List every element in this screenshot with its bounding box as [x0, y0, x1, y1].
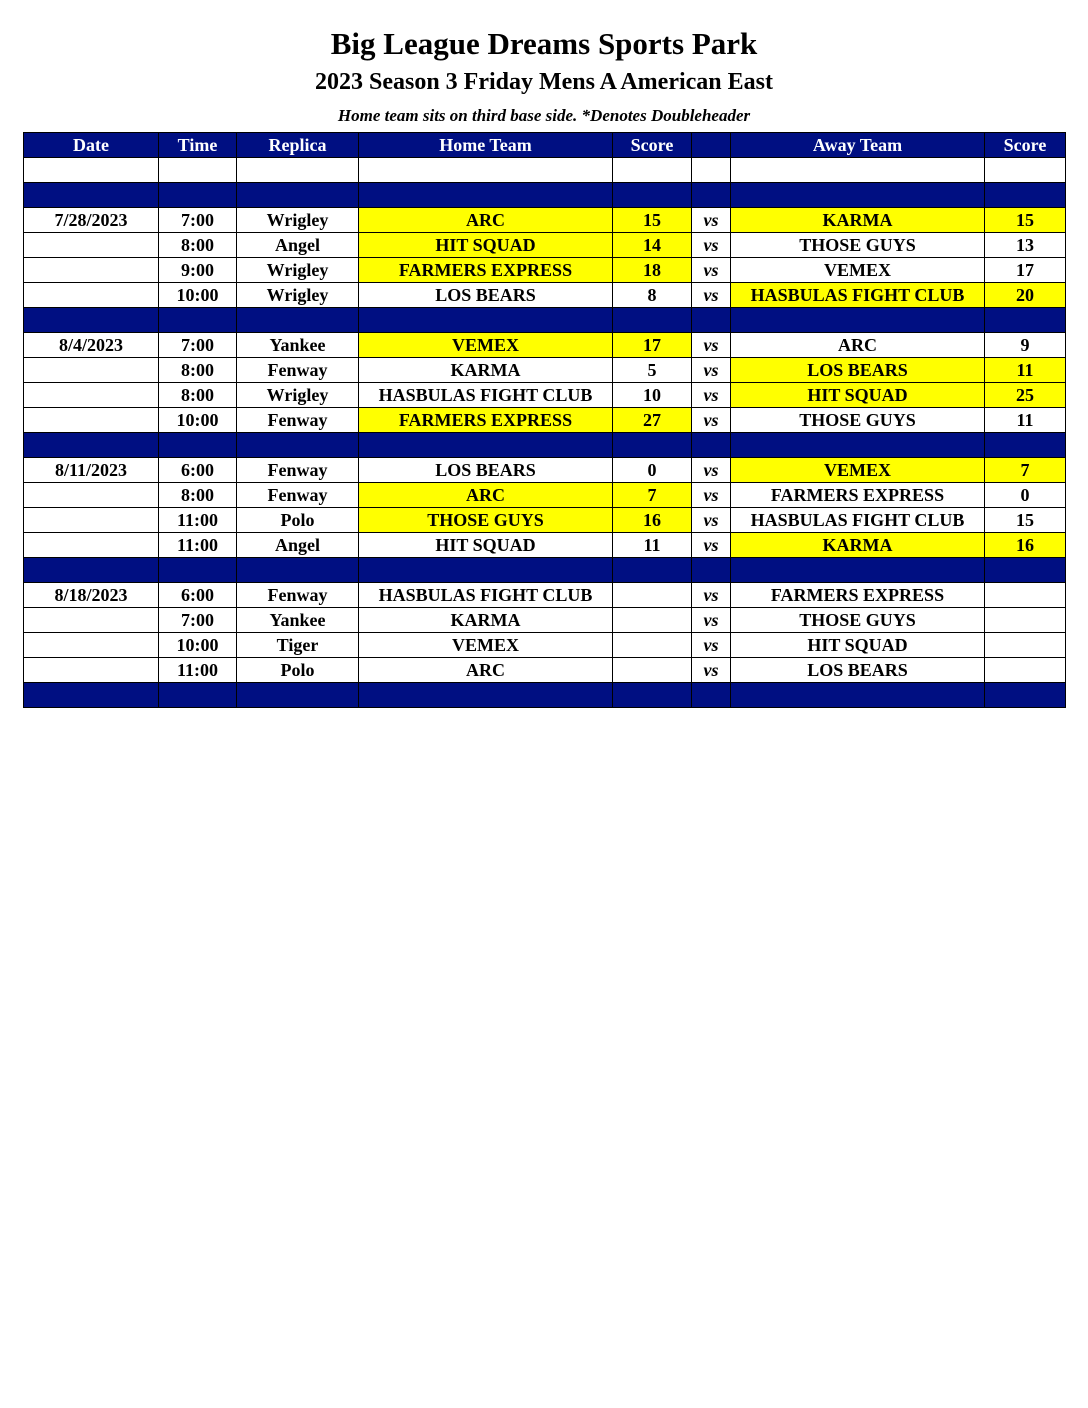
date-cell: 8/18/2023 — [24, 583, 159, 608]
date-cell — [24, 508, 159, 533]
replica-cell: Fenway — [237, 583, 359, 608]
empty-cell — [359, 558, 613, 583]
away-team-cell: KARMA — [731, 208, 985, 233]
home-team-cell: ARC — [359, 483, 613, 508]
table-row — [24, 658, 1066, 683]
home-team-cell: KARMA — [359, 608, 613, 633]
replica-cell: Wrigley — [237, 258, 359, 283]
away-team-cell: VEMEX — [731, 458, 985, 483]
empty-cell — [159, 158, 237, 183]
away-score-cell: 9 — [985, 333, 1066, 358]
home-score-cell: 15 — [613, 208, 692, 233]
vs-cell: vs — [692, 483, 731, 508]
empty-cell — [24, 558, 159, 583]
home-score-cell — [613, 633, 692, 658]
time-cell: 10:00 — [159, 633, 237, 658]
empty-cell — [985, 683, 1066, 708]
table-row — [24, 358, 1066, 383]
away-score-cell: 13 — [985, 233, 1066, 258]
date-cell: 7/28/2023 — [24, 208, 159, 233]
empty-cell — [731, 308, 985, 333]
vs-cell: vs — [692, 283, 731, 308]
away-score-cell: 11 — [985, 358, 1066, 383]
away-score-cell: 15 — [985, 208, 1066, 233]
replica-cell: Fenway — [237, 483, 359, 508]
schedule-body — [24, 158, 1066, 708]
away-score-cell: 15 — [985, 508, 1066, 533]
away-team-cell: FARMERS EXPRESS — [731, 483, 985, 508]
separator-row — [24, 183, 1066, 208]
empty-cell — [237, 558, 359, 583]
vs-cell: vs — [692, 633, 731, 658]
home-score-cell — [613, 658, 692, 683]
empty-cell — [237, 158, 359, 183]
table-row — [24, 508, 1066, 533]
table-header-row — [24, 133, 1066, 158]
vs-cell: vs — [692, 383, 731, 408]
time-cell: 6:00 — [159, 583, 237, 608]
date-cell — [24, 608, 159, 633]
away-team-cell: FARMERS EXPRESS — [731, 583, 985, 608]
away-team-cell: HASBULAS FIGHT CLUB — [731, 283, 985, 308]
empty-cell — [359, 433, 613, 458]
date-cell — [24, 408, 159, 433]
vs-cell: vs — [692, 658, 731, 683]
table-row — [24, 208, 1066, 233]
time-cell: 10:00 — [159, 408, 237, 433]
date-cell — [24, 633, 159, 658]
home-score-cell: 10 — [613, 383, 692, 408]
home-team-cell: LOS BEARS — [359, 283, 613, 308]
table-row — [24, 283, 1066, 308]
away-score-cell — [985, 608, 1066, 633]
away-score-cell: 17 — [985, 258, 1066, 283]
empty-cell — [159, 308, 237, 333]
replica-cell: Wrigley — [237, 383, 359, 408]
column-header-home-team: Home Team — [359, 133, 613, 158]
replica-cell: Fenway — [237, 408, 359, 433]
away-team-cell: HASBULAS FIGHT CLUB — [731, 508, 985, 533]
date-cell — [24, 258, 159, 283]
separator-row — [24, 558, 1066, 583]
empty-cell — [613, 308, 692, 333]
vs-cell: vs — [692, 358, 731, 383]
home-team-cell: ARC — [359, 208, 613, 233]
table-row — [24, 608, 1066, 633]
away-team-cell: KARMA — [731, 533, 985, 558]
separator-row — [24, 433, 1066, 458]
column-header-time: Time — [159, 133, 237, 158]
home-score-cell: 18 — [613, 258, 692, 283]
empty-cell — [159, 683, 237, 708]
time-cell: 11:00 — [159, 658, 237, 683]
home-score-cell: 27 — [613, 408, 692, 433]
vs-cell: vs — [692, 208, 731, 233]
home-team-cell: HASBULAS FIGHT CLUB — [359, 383, 613, 408]
date-cell: 8/4/2023 — [24, 333, 159, 358]
away-score-cell — [985, 658, 1066, 683]
vs-cell: vs — [692, 408, 731, 433]
empty-cell — [692, 183, 731, 208]
time-cell: 11:00 — [159, 533, 237, 558]
date-cell — [24, 358, 159, 383]
column-header-away-score: Score — [985, 133, 1066, 158]
schedule-table — [23, 132, 1066, 708]
vs-cell: vs — [692, 533, 731, 558]
home-team-cell: HASBULAS FIGHT CLUB — [359, 583, 613, 608]
replica-cell: Fenway — [237, 458, 359, 483]
away-team-cell: THOSE GUYS — [731, 233, 985, 258]
replica-cell: Yankee — [237, 608, 359, 633]
empty-cell — [237, 183, 359, 208]
empty-cell — [692, 308, 731, 333]
away-score-cell: 20 — [985, 283, 1066, 308]
time-cell: 7:00 — [159, 208, 237, 233]
date-cell — [24, 383, 159, 408]
empty-cell — [731, 433, 985, 458]
home-team-cell: HIT SQUAD — [359, 533, 613, 558]
home-team-cell: VEMEX — [359, 633, 613, 658]
empty-cell — [613, 433, 692, 458]
away-team-cell: HIT SQUAD — [731, 633, 985, 658]
vs-cell: vs — [692, 458, 731, 483]
home-team-cell: ARC — [359, 658, 613, 683]
vs-cell: vs — [692, 583, 731, 608]
away-score-cell: 0 — [985, 483, 1066, 508]
empty-cell — [985, 158, 1066, 183]
vs-cell: vs — [692, 233, 731, 258]
time-cell: 10:00 — [159, 283, 237, 308]
table-row — [24, 408, 1066, 433]
home-team-cell: THOSE GUYS — [359, 508, 613, 533]
date-cell — [24, 658, 159, 683]
replica-cell: Wrigley — [237, 208, 359, 233]
away-team-cell: LOS BEARS — [731, 658, 985, 683]
empty-cell — [237, 308, 359, 333]
empty-cell — [24, 433, 159, 458]
empty-cell — [237, 433, 359, 458]
away-team-cell: LOS BEARS — [731, 358, 985, 383]
date-cell — [24, 283, 159, 308]
page-note: Home team sits on third base side. *Denotes Doubleheader — [337, 106, 751, 125]
empty-cell — [359, 683, 613, 708]
time-cell: 7:00 — [159, 608, 237, 633]
date-cell: 8/11/2023 — [24, 458, 159, 483]
home-score-cell: 17 — [613, 333, 692, 358]
home-team-cell: FARMERS EXPRESS — [359, 258, 613, 283]
home-score-cell — [613, 583, 692, 608]
home-team-cell: LOS BEARS — [359, 458, 613, 483]
blank-row — [24, 158, 1066, 183]
time-cell: 9:00 — [159, 258, 237, 283]
empty-cell — [24, 183, 159, 208]
empty-cell — [731, 683, 985, 708]
table-row — [24, 483, 1066, 508]
away-score-cell — [985, 633, 1066, 658]
replica-cell: Angel — [237, 233, 359, 258]
away-score-cell: 7 — [985, 458, 1066, 483]
replica-cell: Polo — [237, 658, 359, 683]
time-cell: 8:00 — [159, 233, 237, 258]
table-row — [24, 258, 1066, 283]
date-cell — [24, 483, 159, 508]
away-score-cell — [985, 583, 1066, 608]
page-subtitle: 2023 Season 3 Friday Mens A American East — [314, 69, 773, 95]
empty-cell — [359, 308, 613, 333]
home-score-cell: 16 — [613, 508, 692, 533]
empty-cell — [237, 683, 359, 708]
separator-row — [24, 308, 1066, 333]
empty-cell — [692, 558, 731, 583]
empty-cell — [731, 183, 985, 208]
empty-cell — [692, 158, 731, 183]
table-row — [24, 533, 1066, 558]
home-team-cell: FARMERS EXPRESS — [359, 408, 613, 433]
empty-cell — [731, 158, 985, 183]
home-score-cell: 0 — [613, 458, 692, 483]
home-score-cell: 14 — [613, 233, 692, 258]
vs-cell: vs — [692, 608, 731, 633]
away-team-cell: VEMEX — [731, 258, 985, 283]
home-team-cell: HIT SQUAD — [359, 233, 613, 258]
column-header-date: Date — [24, 133, 159, 158]
time-cell: 8:00 — [159, 483, 237, 508]
home-score-cell — [613, 608, 692, 633]
column-header-replica: Replica — [237, 133, 359, 158]
vs-cell: vs — [692, 508, 731, 533]
empty-cell — [359, 183, 613, 208]
home-score-cell: 11 — [613, 533, 692, 558]
replica-cell: Fenway — [237, 358, 359, 383]
empty-cell — [731, 558, 985, 583]
home-score-cell: 7 — [613, 483, 692, 508]
time-cell: 11:00 — [159, 508, 237, 533]
away-score-cell: 11 — [985, 408, 1066, 433]
column-header-away-team: Away Team — [731, 133, 985, 158]
empty-cell — [613, 183, 692, 208]
replica-cell: Tiger — [237, 633, 359, 658]
replica-cell: Polo — [237, 508, 359, 533]
page-title: Big League Dreams Sports Park — [330, 26, 758, 61]
home-team-cell: VEMEX — [359, 333, 613, 358]
empty-cell — [692, 433, 731, 458]
empty-cell — [159, 558, 237, 583]
empty-cell — [159, 183, 237, 208]
column-header-home-score: Score — [613, 133, 692, 158]
empty-cell — [985, 183, 1066, 208]
table-row — [24, 383, 1066, 408]
empty-cell — [24, 158, 159, 183]
table-row — [24, 333, 1066, 358]
empty-cell — [985, 558, 1066, 583]
time-cell: 6:00 — [159, 458, 237, 483]
away-score-cell: 16 — [985, 533, 1066, 558]
time-cell: 7:00 — [159, 333, 237, 358]
empty-cell — [24, 308, 159, 333]
date-cell — [24, 233, 159, 258]
table-row — [24, 233, 1066, 258]
empty-cell — [159, 433, 237, 458]
home-team-cell: KARMA — [359, 358, 613, 383]
empty-cell — [985, 308, 1066, 333]
away-team-cell: ARC — [731, 333, 985, 358]
empty-cell — [613, 558, 692, 583]
replica-cell: Yankee — [237, 333, 359, 358]
table-row — [24, 458, 1066, 483]
replica-cell: Angel — [237, 533, 359, 558]
away-team-cell: THOSE GUYS — [731, 608, 985, 633]
separator-row — [24, 683, 1066, 708]
empty-cell — [613, 158, 692, 183]
table-row — [24, 633, 1066, 658]
away-team-cell: THOSE GUYS — [731, 408, 985, 433]
away-team-cell: HIT SQUAD — [731, 383, 985, 408]
column-header-vs — [692, 133, 731, 158]
home-score-cell: 8 — [613, 283, 692, 308]
table-row — [24, 583, 1066, 608]
time-cell: 8:00 — [159, 358, 237, 383]
vs-cell: vs — [692, 258, 731, 283]
time-cell: 8:00 — [159, 383, 237, 408]
empty-cell — [359, 158, 613, 183]
empty-cell — [613, 683, 692, 708]
home-score-cell: 5 — [613, 358, 692, 383]
replica-cell: Wrigley — [237, 283, 359, 308]
away-score-cell: 25 — [985, 383, 1066, 408]
date-cell — [24, 533, 159, 558]
empty-cell — [24, 683, 159, 708]
vs-cell: vs — [692, 333, 731, 358]
empty-cell — [985, 433, 1066, 458]
empty-cell — [692, 683, 731, 708]
